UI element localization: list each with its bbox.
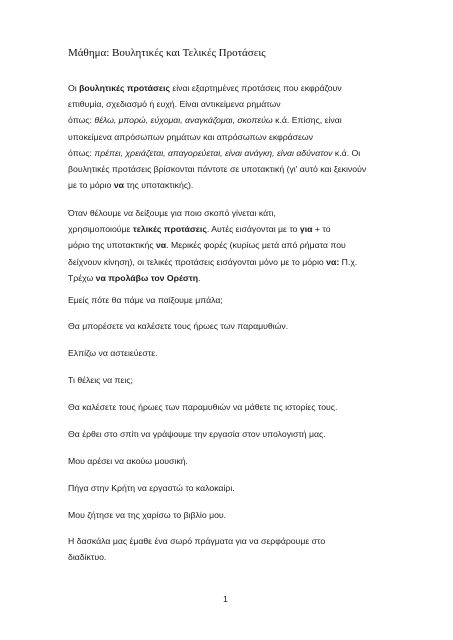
paragraph-line: δείχνουν κίνηση), οι τελικές προτάσεις εισάγονται μόνο με το μόριο να: Π.χ. [68, 256, 358, 267]
paragraph-line: υποκείμενα απρόσωπων ρημάτων και απρόσωπων εκφράσεων [68, 131, 314, 142]
exercise-sentence-multiline [68, 533, 398, 565]
bold-term: για [299, 224, 313, 235]
paragraph-line: χρησιμοποιούμε τελικές προτάσεις. Αυτές εισάγονται με το για + το [68, 224, 331, 235]
paragraph-telikes [68, 205, 398, 286]
exercise-sentence: Πήγα στην Κρήτη να εργαστώ το καλοκαίρι. [68, 483, 235, 493]
paragraph-line: επιθυμία, σχεδιασμό ή ευχή. Είναι αντικείμενα ρημάτων [68, 99, 281, 110]
paragraph-boulitikes [68, 80, 398, 193]
paragraph-line: Όταν θέλουμε να δείξουμε για ποιο σκοπό γίνεται κάτι, [68, 208, 276, 218]
exercise-sentence: Θα μπορέσετε να καλέσετε τους ήρωες των παραμυθιών. [68, 321, 289, 331]
bold-term: να [155, 240, 167, 251]
exercise-sentence: Μου ζήτησε να της χαρίσω το βιβλίο μου. [68, 510, 227, 520]
bold-term: βουλητικές προτάσεις [79, 83, 170, 93]
paragraph-line: με το μόριο να της υποτακτικής). [68, 180, 194, 191]
paragraph-line: μόριο της υποτακτικής να. Μερικές φορές (κυρίως μετά από ρήματα που [68, 240, 346, 251]
paragraph-line: Η δασκάλα μας έμαθε ένα σωρό πράγματα για να σερφάρουμε στο [68, 536, 326, 546]
exercise-sentence: Μου αρέσει να ακούω μουσική. [68, 456, 188, 466]
bold-term: να [113, 180, 124, 191]
exercise-sentence: Θα καλέσετε τους ήρωες των παραμυθιών να μάθετε τις ιστορίες τους. [68, 402, 338, 412]
paragraph-line: όπως: θέλω, μπορώ, εύχομαι, αναγκάζομαι, σκοπεύω κ.ά. Επίσης, είναι [68, 115, 342, 126]
page-number: 1 [223, 594, 228, 604]
page-title: Μάθημα: Βουλητικές και Τελικές Προτάσεις [68, 47, 266, 59]
bold-term: τελικές προτάσεις [132, 224, 207, 235]
italic-examples: θέλω, μπορώ, εύχομαι, αναγκάζομαι, σκοπεύω [94, 115, 273, 126]
paragraph-line: βουλητικές προτάσεις βρίσκονται πάντοτε σε υποτακτική (γι' αυτό και ξεκινούν [68, 163, 367, 174]
exercise-sentence: Ελπίζω να αστειεύεστε. [68, 348, 158, 358]
paragraph-line: διαδίκτυο. [68, 552, 107, 563]
bold-example: να προλάβω τον Ορέστη [95, 272, 199, 283]
paragraph-line: όπως: πρέπει, χρειάζεται, απαγορεύεται, είναι ανάγκη, είναι αδύνατον κ.ά. Οι [68, 147, 361, 158]
exercise-sentence: Θα έρθει στο σπίτι να γράψουμε την εργασία στον υπολογιστή μας. [68, 429, 326, 439]
bold-term: να: [326, 256, 340, 267]
paragraph-line: Τρέχω να προλάβω τον Ορέστη. [68, 272, 201, 283]
paragraph-line: Οι βουλητικές προτάσεις είναι εξαρτημένες προτάσεις που εκφράζουν [68, 83, 342, 93]
italic-examples: πρέπει, χρειάζεται, απαγορεύεται, είναι ανάγκη, είναι αδύνατον [94, 147, 333, 158]
exercise-sentence: Εμείς πότε θα πάμε να παίξουμε μπάλα; [68, 295, 223, 305]
exercise-sentence: Τι θέλεις να πεις; [68, 375, 133, 385]
